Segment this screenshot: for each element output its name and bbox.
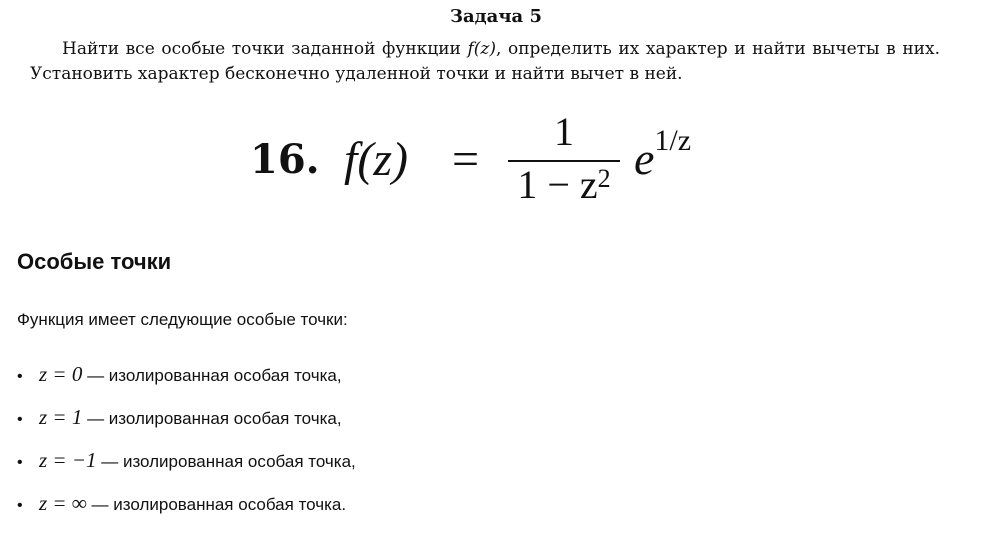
problem-text-end: , определить их характер и найти вычеты в них. Установить характер бесконечно удаленной точки и найти вычет в ней. <box>30 39 940 84</box>
bullet-icon: • <box>17 411 23 428</box>
point-description: — изолированная особая точка. <box>86 495 347 514</box>
point-equation: z = 0 <box>39 362 83 386</box>
formula-exponential <box>634 124 692 185</box>
list-item <box>17 446 356 489</box>
problem-function-notation: f(z) <box>467 39 496 59</box>
denominator-base: 1 − z <box>517 162 598 207</box>
point-description: — изолированная особая точка, <box>82 409 342 428</box>
bullet-icon: • <box>17 497 23 514</box>
formula-numerator: 1 <box>554 109 574 154</box>
formula-denominator <box>506 164 622 206</box>
list-item <box>17 360 356 403</box>
section-heading: Особые точки <box>17 249 172 274</box>
formula-number: 16. <box>250 136 320 183</box>
point-equation: z = 1 <box>39 405 83 429</box>
bullet-icon: • <box>17 454 23 471</box>
intro-text: Функция имеет следующие особые точки: <box>17 310 348 329</box>
exp-power: 1/z <box>654 124 692 157</box>
point-equation: z = −1 <box>39 448 97 472</box>
formula <box>250 109 730 208</box>
denominator-power: 2 <box>597 164 611 193</box>
problem-text-start: Найти все особые точки заданной функции <box>62 39 468 59</box>
point-equation: z = ∞ <box>39 491 87 515</box>
list-item <box>17 489 356 532</box>
point-description: — изолированная особая точка, <box>82 366 342 385</box>
formula-equals: = <box>452 133 480 186</box>
problem-title: Задача 5 <box>450 6 542 27</box>
point-description: — изолированная особая точка, <box>96 452 356 471</box>
singular-points-list <box>17 360 356 532</box>
bullet-icon: • <box>17 368 23 385</box>
exp-base: e <box>634 133 655 184</box>
list-item <box>17 403 356 446</box>
formula-fraction <box>506 109 622 208</box>
problem-statement <box>30 37 940 87</box>
formula-lhs: f(z) <box>344 133 408 186</box>
